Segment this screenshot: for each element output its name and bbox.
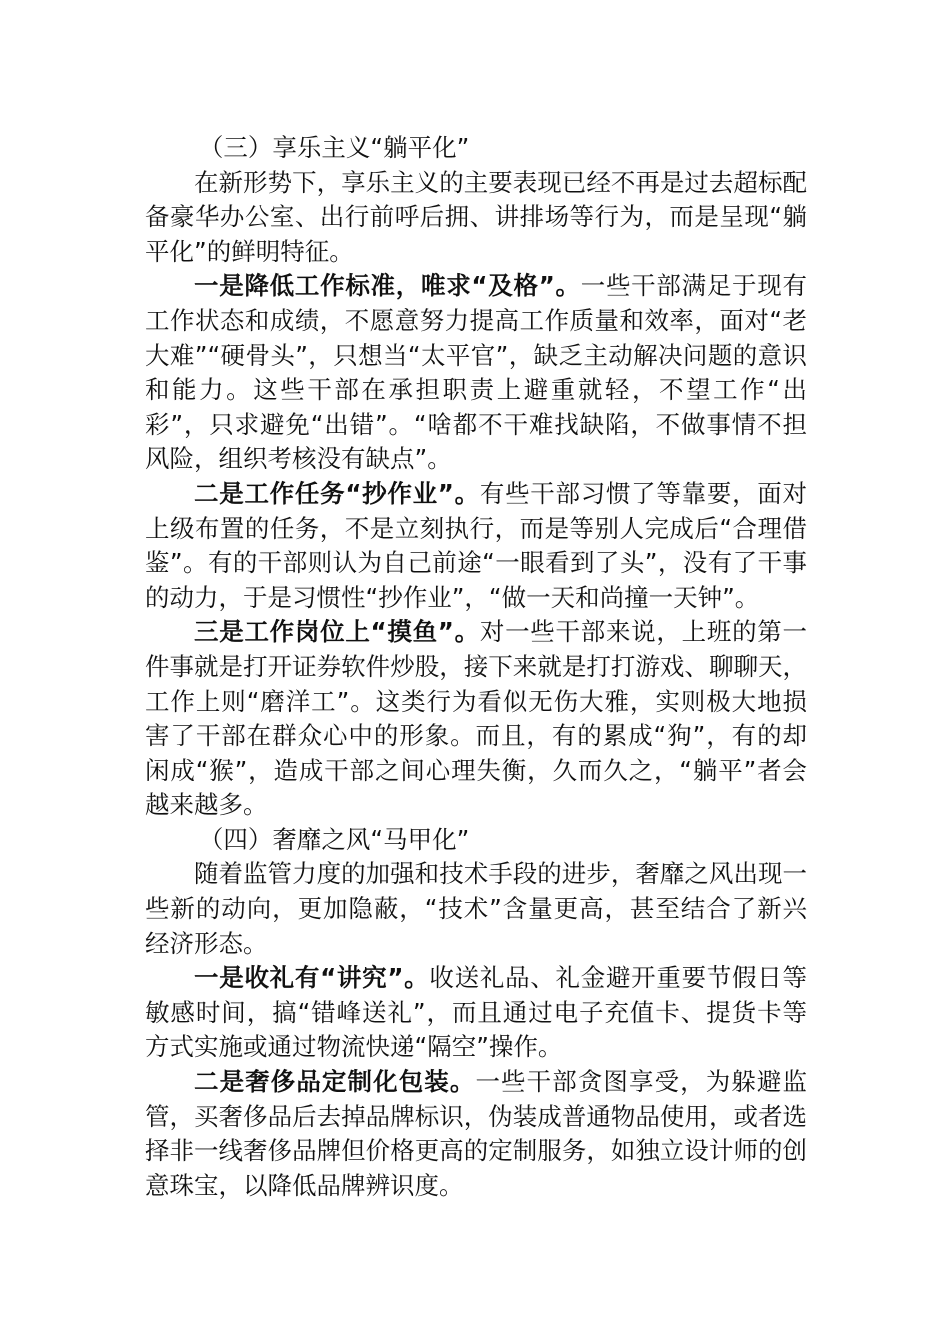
paragraph-item (145, 961, 807, 1065)
document-page (145, 131, 807, 1203)
section-intro-4: 随着监管力度的加强和技术手段的进步，奢靡之风出现一些新的动向，更加隐蔽，“技术”含量更高，甚至结合了新兴经济形态。 (145, 859, 807, 958)
paragraph-lead: 二是奢侈品定制化包装。 (194, 1067, 476, 1097)
section-heading-4: （四）奢靡之风“马甲化” (198, 824, 470, 854)
paragraph-body: 一些干部满足于现有工作状态和成绩，不愿意努力提高工作质量和效率，面对“老大难”“硬骨头”，只想当“太平官”，缺乏主动解决问题的意识和能力。这些干部在承担职责上避重就轻，不望工作“出彩”，只求避免“出错”。“啥都不干难找缺陷，不做事情不担风险，组织考核没有缺点”。 (145, 271, 807, 474)
paragraph-lead: 一是收礼有“讲究”。 (194, 963, 430, 993)
paragraph-item (145, 1065, 807, 1203)
paragraph-item (145, 477, 807, 615)
section-heading-3: （三）享乐主义“躺平化” (198, 133, 470, 162)
paragraph-item (145, 269, 807, 477)
section-intro-3: 在新形势下，享乐主义的主要表现已经不再是过去超标配备豪华办公室、出行前呼后拥、讲排场等行为，而是呈现“躺平化”的鲜明特征。 (145, 167, 807, 266)
paragraph-body: 收送礼品、礼金避开重要节假日等敏感时间，搞“错峰送礼”，而且通过电子充值卡、提货卡等方式实施或通过物流快递“隔空”操作。 (145, 963, 807, 1062)
paragraph-body: 一些干部贪图享受，为躲避监管，买奢侈品后去掉品牌标识，伪装成普通物品使用，或者选择非一线奢侈品牌但价格更高的定制服务，如独立设计师的创意珠宝，以降低品牌辨识度。 (145, 1067, 808, 1200)
paragraph-body: 有些干部习惯了等靠要，面对上级布置的任务，不是立刻执行，而是等别人完成后“合理借鉴”。有的干部则认为自己前途“一眼看到了头”，没有了干事的动力，于是习惯性“抄作业”，“做一天和尚撞一天钟”。 (145, 478, 808, 612)
paragraph-lead: 一是降低工作标准，唯求“及格”。 (194, 271, 581, 301)
paragraph-item (145, 615, 807, 823)
paragraph-lead: 三是工作岗位上“摸鱼”。 (194, 617, 480, 647)
paragraph-body: 对一些干部来说，上班的第一件事就是打开证券软件炒股，接下来就是打打游戏、聊聊天，工作上则“磨洋工”。这类行为看似无伤大雅，实则极大地损害了干部在群众心中的形象。而且，有的累成“狗”，有的却闲成“猴”，造成干部之间心理失衡，久而久之，“躺平”者会越来越多。 (145, 617, 808, 820)
paragraph-lead: 二是工作任务“抄作业”。 (194, 478, 480, 508)
